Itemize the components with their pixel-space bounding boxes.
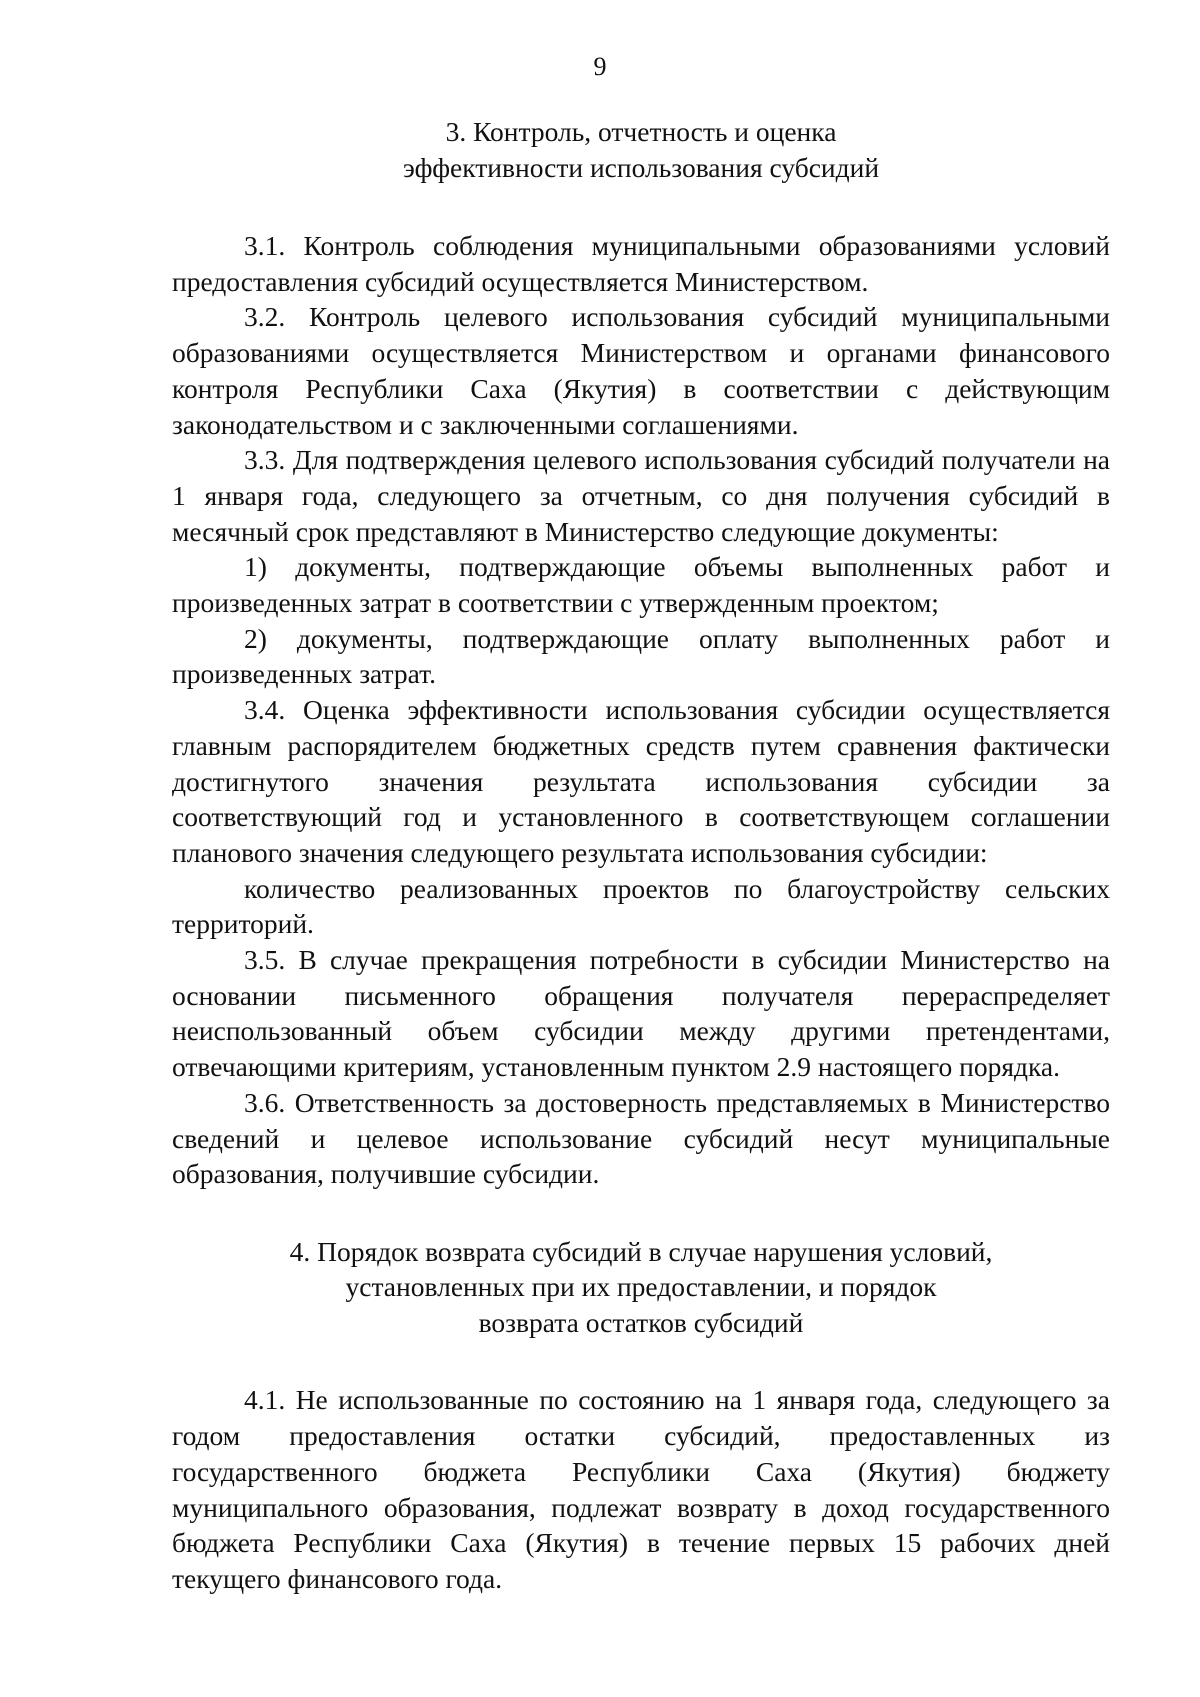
- paragraph-3-2: 3.2. Контроль целевого использования субсидий муниципальными образованиями осуществляется Министерством и органами финансового контроля Республики Саха (Якутия) в соответствии с действующим законодательством и с заключенными соглашениями.: [172, 301, 1110, 440]
- paragraph-3-5: 3.5. В случае прекращения потребности в субсидии Министерство на основании письменного обращения получателя перераспределяет неиспользованный объем субсидии между другими претендентами, отвечающими критериям, установленным пунктом 2.9 настоящего порядка.: [172, 944, 1110, 1083]
- section-4-heading-line: возврата остатков субсидий: [478, 1306, 804, 1338]
- list-item-3-3-1: 1) документы, подтверждающие объемы выполненных работ и произведенных затрат в соответствии с утвержденным проектом;: [172, 551, 1110, 619]
- page-number: 9: [593, 52, 607, 81]
- paragraph-3-4-result: количество реализованных проектов по благоустройству сельских территорий.: [172, 872, 1110, 940]
- paragraph-4-1: 4.1. Не использованные по состоянию на 1 января года, следующего за годом предоставления остатки субсидий, предоставленных из государственного бюджета Республики Саха (Якутия) бюджету муниципального образования, подлежат возврату в доход государственного бюджета Республики Саха (Якутия) в течение первых 15 рабочих дней текущего финансового года.: [172, 1384, 1110, 1594]
- section-4-heading-line: установленных при их предоставлении, и порядок: [345, 1271, 937, 1303]
- paragraph-3-4: 3.4. Оценка эффективности использования субсидии осуществляется главным распорядителем бюджетных средств путем сравнения фактически достигнутого значения результата использования субсидии за соответствующий год и установленного в соответствующем соглашении планового значения следующего результата использования субсидии:: [172, 694, 1110, 868]
- paragraph-3-1: 3.1. Контроль соблюдения муниципальными образованиями условий предоставления субсидий осуществляется Министерством.: [172, 230, 1110, 297]
- list-item-3-3-2: 2) документы, подтверждающие оплату выполненных работ и произведенных затрат.: [172, 622, 1110, 690]
- section-3-heading-line: эффективности использования субсидий: [402, 151, 880, 183]
- section-3-heading-line: 3. Контроль, отчетность и оценка: [445, 116, 837, 147]
- section-3-heading: [172, 114, 1110, 185]
- document-body: [172, 114, 1110, 1597]
- section-4-heading: [172, 1234, 1110, 1341]
- paragraph-3-3: 3.3. Для подтверждения целевого использования субсидий получатели на 1 января года, следующего за отчетным, со дня получения субсидий в месячный срок представляют в Министерство следующие документы:: [172, 444, 1110, 547]
- paragraph-3-6: 3.6. Ответственность за достоверность представляемых в Министерство сведений и целевое использование субсидий несут муниципальные образования, получившие субсидии.: [172, 1086, 1110, 1190]
- section-4-heading-line: 4. Порядок возврата субсидий в случае нарушения условий,: [289, 1235, 993, 1267]
